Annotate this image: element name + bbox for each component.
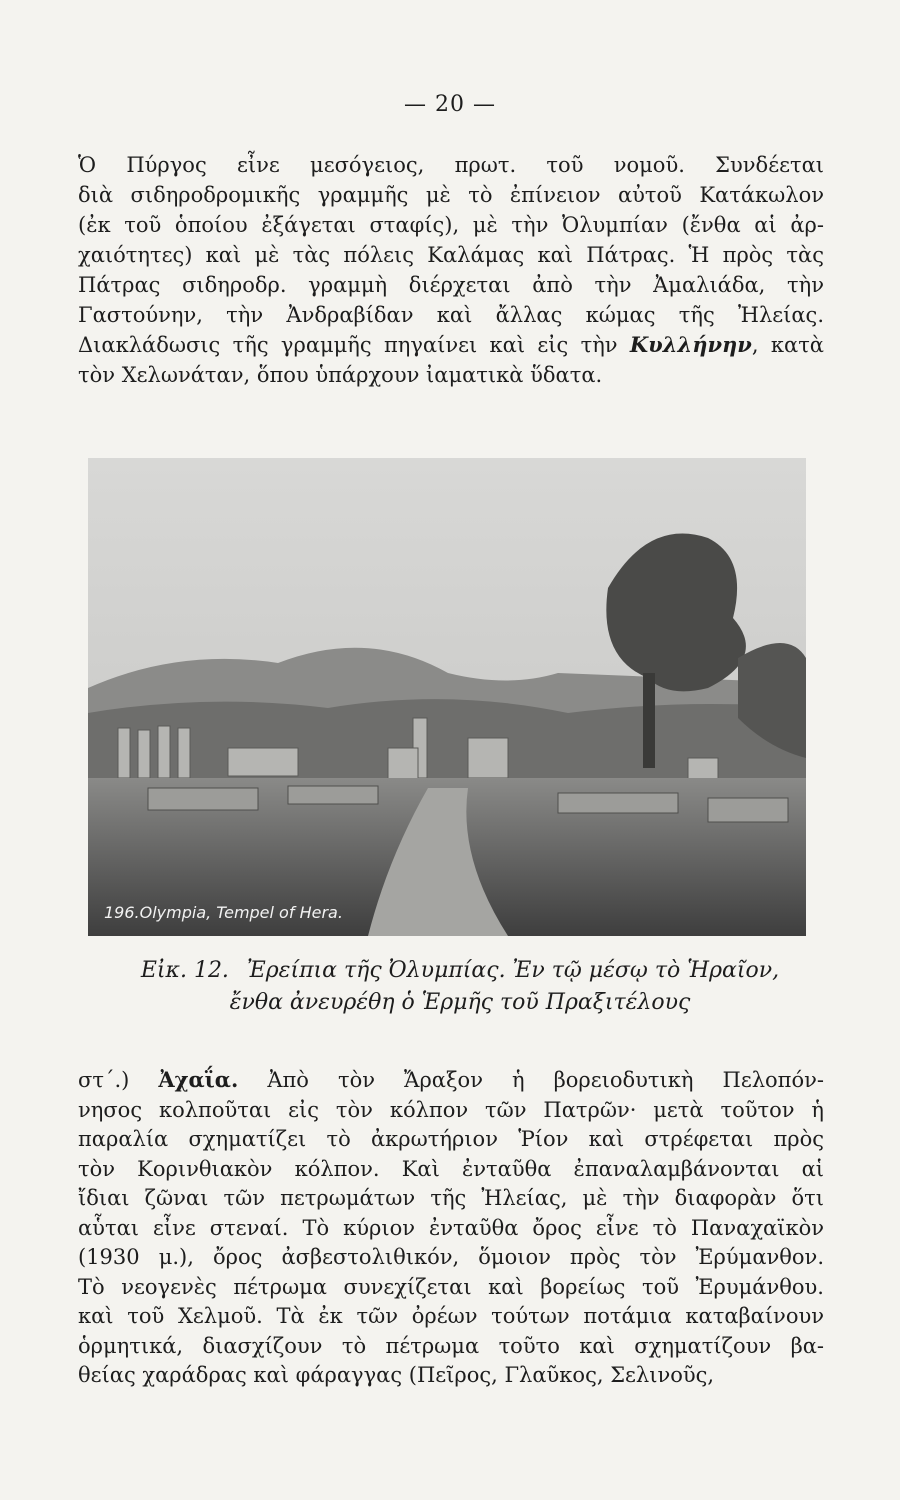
text-line: (ἐκ τοῦ ὁποίου ἐξάγεται σταφίς), μὲ τὴν Ὀλυμπίαν (ἔνθα αἱ ἀρ- [78, 213, 824, 237]
text-fragment: , κατὰ [751, 333, 824, 357]
photo-label: 196.Olympia, Tempel of Hera. [104, 903, 343, 922]
paragraph-pyrgos [78, 150, 824, 390]
caption-label: Εἰκ. 12. [140, 958, 229, 983]
text-fragment: Διακλάδωσις τῆς γραμμῆς πηγαίνει καὶ εἰς τὴν [78, 333, 618, 357]
text-line: διὰ σιδηροδρομικῆς γραμμῆς μὲ τὸ ἐπίνειον αὐτοῦ Κατάκωλον [78, 183, 824, 207]
text-line: Τὸ νεογενὲς πέτρωμα συνεχίζεται καὶ βορείως τοῦ Ἐρυμάνθου. [78, 1274, 824, 1299]
text-line: τὸν Κορινθιακὸν κόλπον. Καὶ ἐνταῦθα ἐπαναλαμβάνονται αἱ [78, 1156, 824, 1181]
text-line: (1930 μ.), ὄρος ἀσβεστολιθικόν, ὅμοιον πρὸς τὸν Ἐρύμανθον. [78, 1245, 824, 1269]
text-fragment: Ἀπὸ τὸν Ἄραξον ἡ βορειοδυτικὴ Πελοπόν- [267, 1068, 824, 1092]
caption-line: ἔνθα ἀνευρέθη ὁ Ἑρμῆς τοῦ Πραξιτέλους [229, 990, 691, 1015]
paragraph-achaia [78, 1065, 824, 1391]
text-line: ἴδιαι ζῶναι τῶν πετρωμάτων τῆς Ἠλείας, μὲ τὴν διαφορὰν ὅτι [78, 1186, 824, 1210]
text-line: νησος κολποῦται εἰς τὸν κόλπον τῶν Πατρῶν· μετὰ τοῦτον ἡ [78, 1097, 824, 1122]
text-line: Ὁ Πύργος εἶνε μεσόγειος, πρωτ. τοῦ νομοῦ. Συνδέεται [78, 153, 824, 177]
text-line [78, 1065, 824, 1096]
text-line: τὸν Χελωνάταν, ὅπου ὑπάρχουν ἰαματικὰ ὕδατα. [78, 363, 603, 387]
caption-text: Ἐρείπια τῆς Ὀλυμπίας. Ἐν τῷ μέσῳ τὸ Ἡραῖον, [246, 958, 780, 983]
text-line: παραλία σχηματίζει τὸ ἀκρωτήριον Ῥίον καὶ στρέφεται πρὸς [78, 1127, 824, 1151]
text-line: ὁρμητικά, διασχίζουν τὸ πέτρωμα τοῦτο καὶ σχηματίζουν βα- [78, 1333, 824, 1358]
text-line: θείας χαράδρας καὶ φάραγγας (Πεῖρος, Γλαῦκος, Σελινοῦς, [78, 1363, 715, 1387]
text-line: αὗται εἶνε στεναί. Τὸ κύριον ἐνταῦθα ὄρος εἶνε τὸ Παναχαϊκὸν [78, 1215, 824, 1240]
section-mark: στ΄.) [78, 1068, 130, 1092]
text-line: Πάτρας σιδηροδρ. γραμμὴ διέρχεται ἀπὸ τὴν Ἀμαλιάδα, τὴν [78, 273, 824, 297]
section-title: Ἀχαΐα. [158, 1067, 239, 1092]
text-line: καὶ τοῦ Χελμοῦ. Τὰ ἐκ τῶν ὀρέων τούτων ποτάμια καταβαίνουν [78, 1304, 824, 1328]
text-line: Γαστούνην, τὴν Ἀνδραβίδαν καὶ ἄλλας κώμας τῆς Ἠλείας. [78, 303, 824, 327]
text-line: χαιότητες) καὶ μὲ τὰς πόλεις Καλάμας καὶ Πάτρας. Ἡ πρὸς τὰς [78, 243, 824, 267]
caption-line [110, 955, 810, 987]
photo-illustration [88, 458, 806, 936]
text-line [78, 330, 824, 360]
page-number: — 20 — [404, 92, 496, 117]
olympia-ruins-photo [88, 458, 806, 936]
figure-caption [110, 955, 810, 1019]
emphasis-kyllini: Κυλλήνην [629, 332, 752, 357]
